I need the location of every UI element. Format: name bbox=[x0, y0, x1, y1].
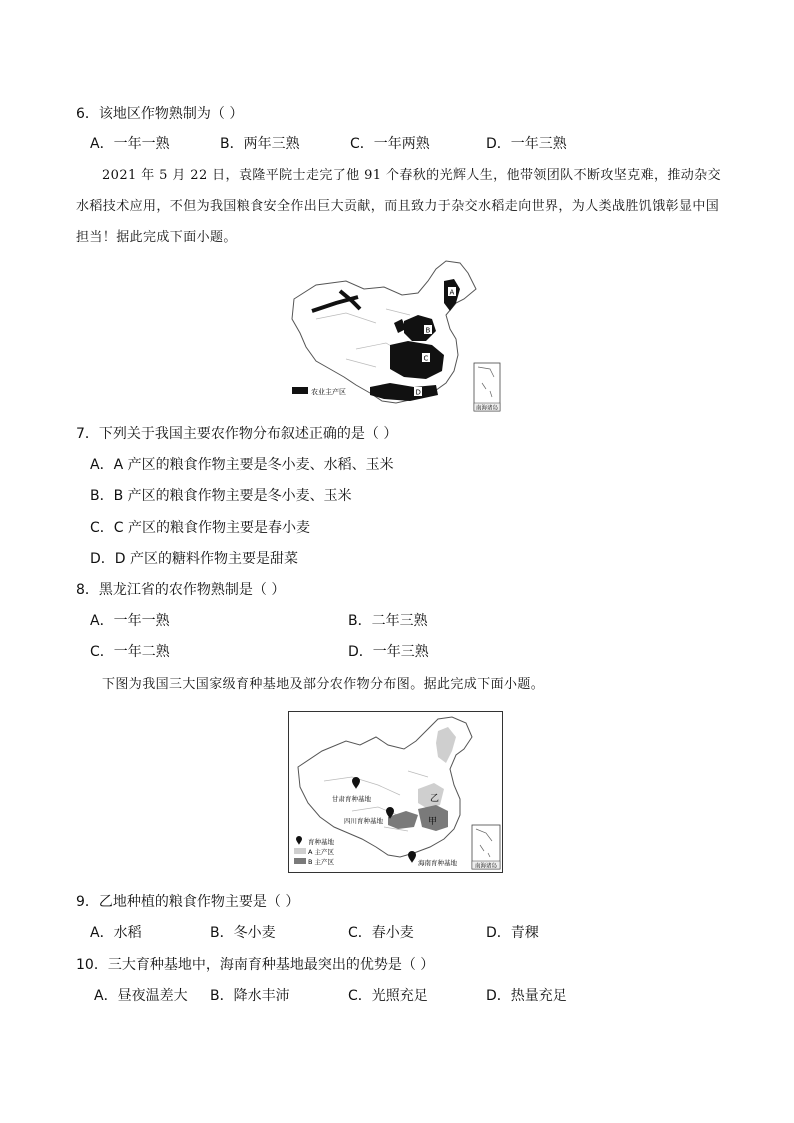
q7-option-b: B．B 产区的粮食作物主要是冬小麦、玉米 bbox=[90, 488, 352, 504]
q9-option-b: B．冬小麦 bbox=[210, 925, 276, 941]
map1-label-c: C bbox=[423, 354, 429, 363]
q7-option-a: A．A 产区的粮食作物主要是冬小麦、水稻、玉米 bbox=[90, 457, 394, 473]
q10-option-b: B．降水丰沛 bbox=[210, 988, 290, 1004]
map2-label-yi: 乙 bbox=[430, 794, 440, 804]
map1-label-b: B bbox=[425, 326, 431, 335]
map-breeding-bases bbox=[288, 711, 503, 873]
map2-legend-a: A 主产区 bbox=[308, 848, 335, 856]
map-agricultural-regions bbox=[286, 259, 506, 415]
q10-option-c: C．光照充足 bbox=[348, 988, 428, 1004]
q10-option-d: D．热量充足 bbox=[486, 988, 567, 1004]
q7-option-d: D．D 产区的糖料作物主要是甜菜 bbox=[90, 551, 299, 567]
q10-stem: 10．三大育种基地中，海南育种基地最突出的优势是（ ） bbox=[76, 957, 435, 973]
map1-label-d: D bbox=[415, 388, 421, 397]
q9-option-c: C．春小麦 bbox=[348, 925, 414, 941]
map2-legend-base: 育种基地 bbox=[308, 838, 334, 846]
q8-stem: 8．黑龙江省的农作物熟制是（ ） bbox=[76, 582, 286, 598]
q8-option-b: B．二年三熟 bbox=[348, 613, 428, 629]
q6-stem: 6．该地区作物熟制为（ ） bbox=[76, 106, 244, 122]
map2-label-jia: 甲 bbox=[428, 817, 438, 827]
map1-legend-swatch bbox=[292, 387, 308, 394]
q9-option-d: D．青稞 bbox=[486, 925, 539, 941]
passage-breeding-bases: 下图为我国三大国家级育种基地及部分农作物分布图。据此完成下面小题。 bbox=[102, 677, 545, 692]
q8-option-d: D．一年三熟 bbox=[348, 644, 429, 660]
q6-option-a: A．一年一熟 bbox=[90, 136, 170, 152]
q7-stem: 7．下列关于我国主要农作物分布叙述正确的是（ ） bbox=[76, 426, 398, 442]
map1-inset-label: 南海诸岛 bbox=[476, 405, 499, 412]
map2-legend bbox=[294, 836, 335, 866]
map2-legend-a-swatch bbox=[294, 848, 306, 854]
q9-stem: 9．乙地种植的粮食作物主要是（ ） bbox=[76, 894, 300, 910]
map2-sichuan-base-label: 四川育种基地 bbox=[344, 817, 383, 825]
q6-option-b: B．两年三熟 bbox=[220, 136, 300, 152]
q10-option-a: A．昼夜温差大 bbox=[94, 988, 188, 1004]
map2-legend-b-swatch bbox=[294, 858, 306, 864]
map2-hainan-base-label: 海南育种基地 bbox=[418, 859, 457, 867]
map1-legend-label: 农业主产区 bbox=[311, 388, 346, 396]
q8-option-a: A．一年一熟 bbox=[90, 613, 170, 629]
map2-gansu-base-label: 甘肃育种基地 bbox=[332, 795, 371, 803]
map2-legend-b: B 主产区 bbox=[308, 858, 335, 866]
map1-label-a: A bbox=[449, 288, 455, 297]
map2-inset-label: 南海诸岛 bbox=[475, 863, 498, 870]
passage-yuan-longping: 2021 年 5 月 22 日，袁隆平院士走完了他 91 个春秋的光辉人生，他带领团队不断攻坚克难，推动杂交水稻技术应用，不但为我国粮食安全作出巨大贡献，而且致力于杂交水稻走向世界，为人类战胜饥饿彰显中国担当！据此完成下面小题。 bbox=[76, 168, 721, 245]
q8-option-c: C．一年二熟 bbox=[90, 644, 170, 660]
q9-option-a: A．水稻 bbox=[90, 925, 142, 941]
q7-option-c: C．C 产区的粮食作物主要是春小麦 bbox=[90, 520, 311, 536]
q6-option-d: D．一年三熟 bbox=[486, 136, 567, 152]
q6-option-c: C．一年两熟 bbox=[350, 136, 430, 152]
